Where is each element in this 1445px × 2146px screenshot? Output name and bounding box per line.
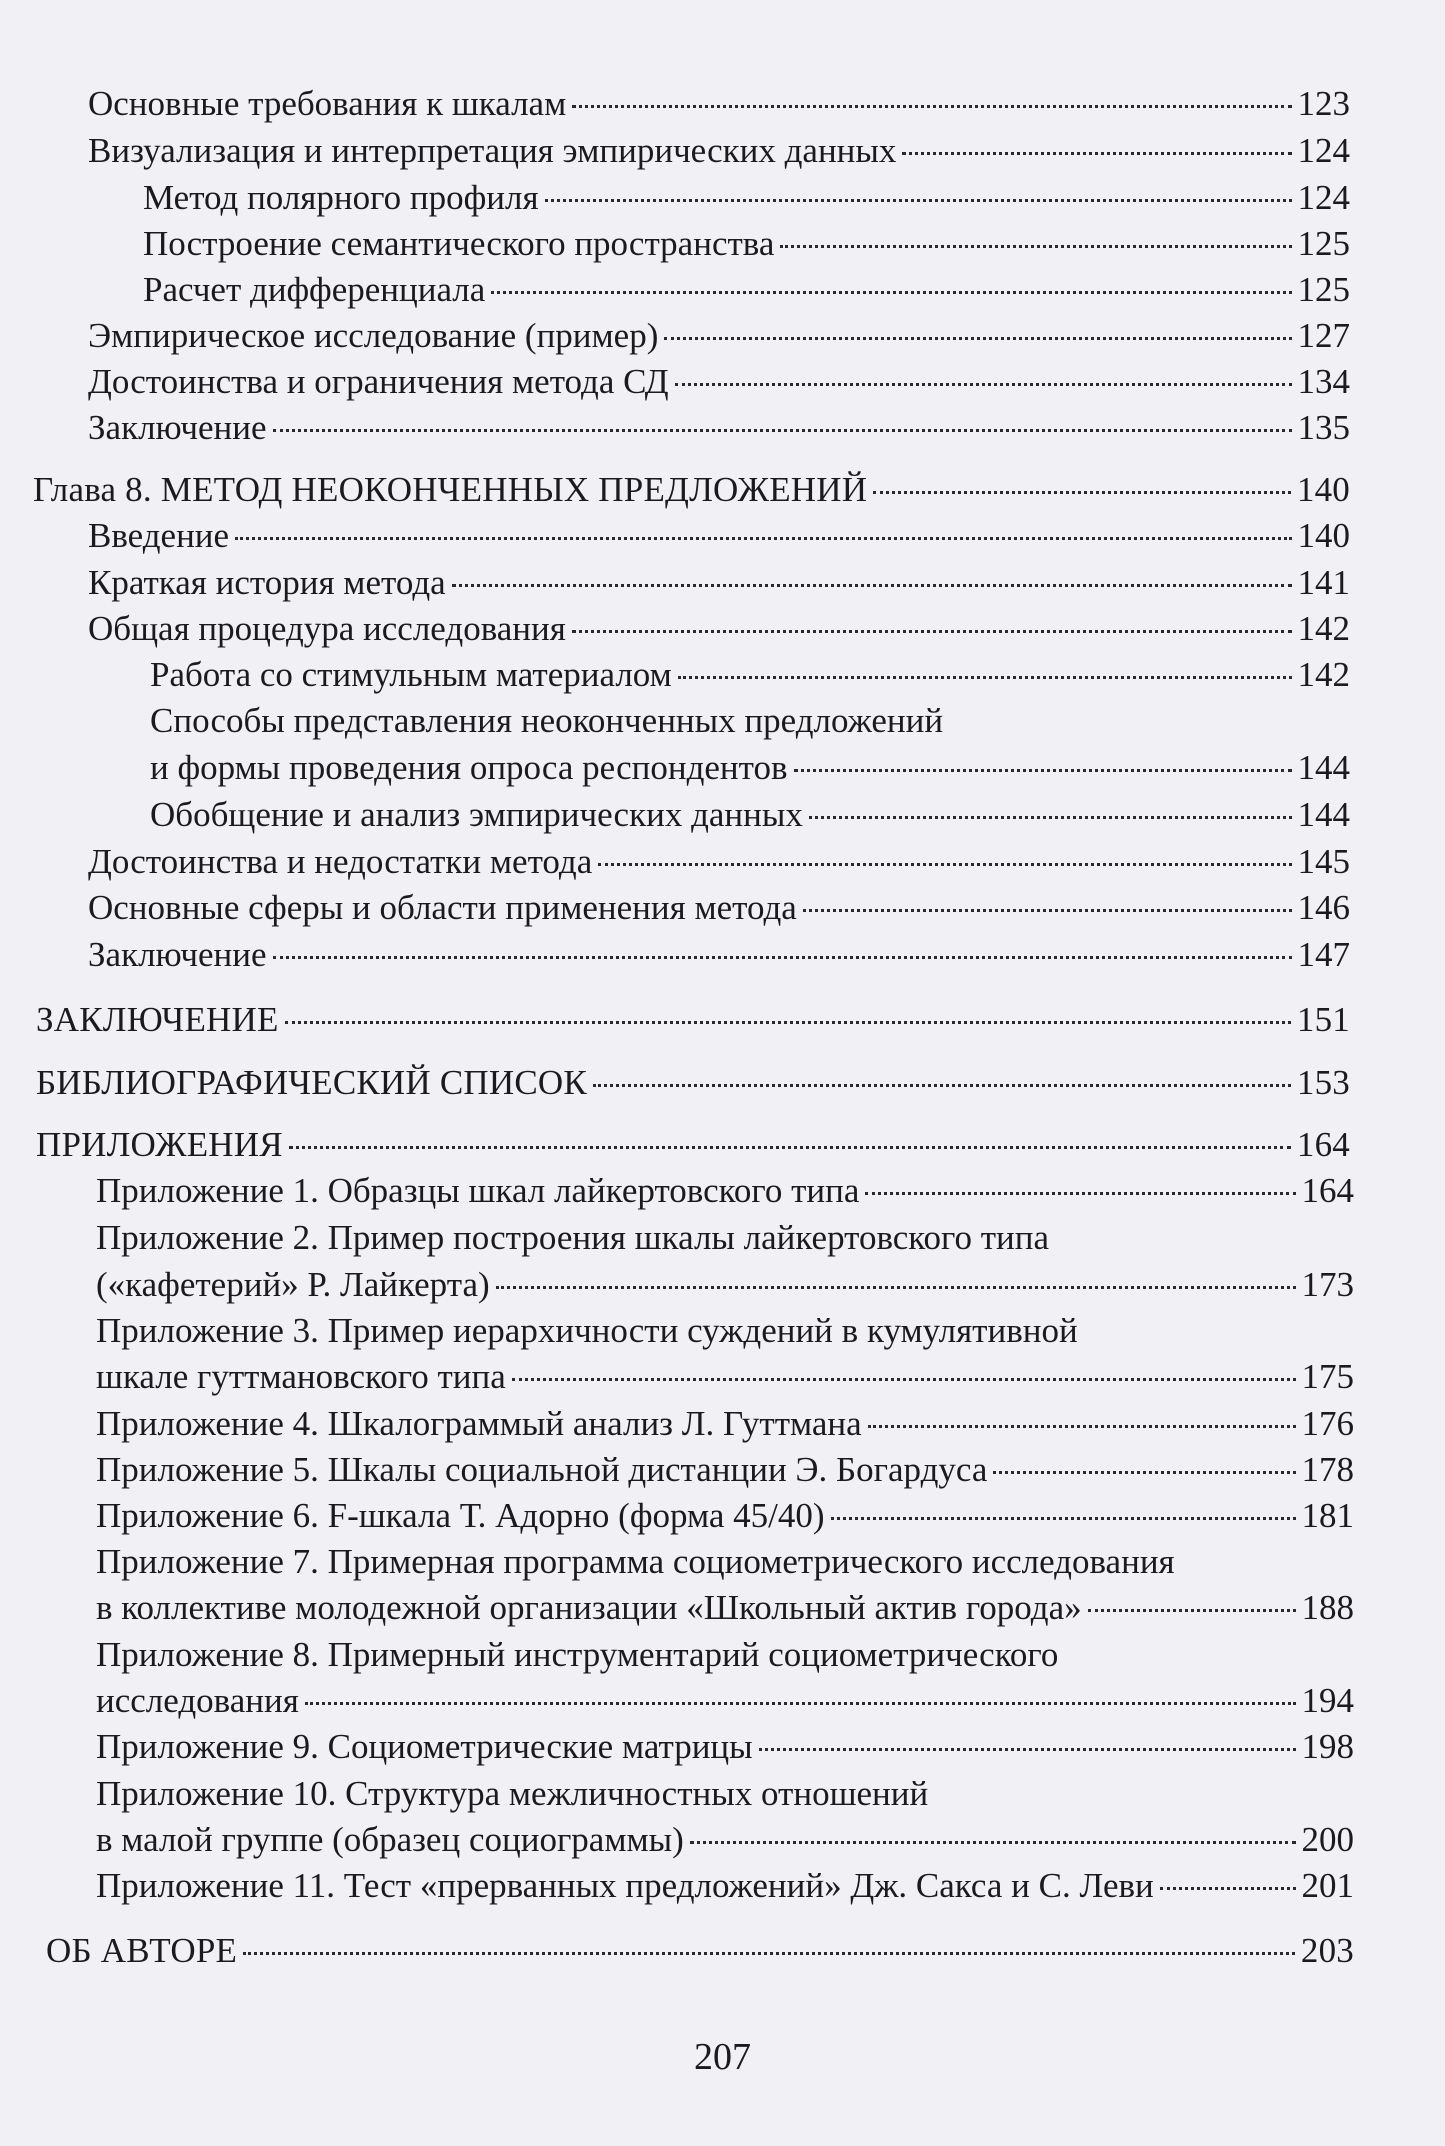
toc-entry: [150, 795, 1350, 835]
toc-entry-page: 200: [1301, 1820, 1354, 1859]
toc-entry: [88, 316, 1350, 356]
dot-leader: [289, 1146, 1291, 1149]
toc-entry: [150, 748, 1350, 788]
toc-entry: [88, 609, 1350, 649]
toc-entry-title: Построение семантического пространства: [143, 224, 775, 263]
toc-entry: [143, 224, 1350, 264]
toc-entry-page: 125: [1297, 270, 1350, 309]
toc-entry: [96, 1404, 1354, 1444]
toc-entry-title: Расчет дифференциала: [143, 270, 486, 309]
toc-entry-title: Способы представления неоконченных предложений: [150, 701, 944, 740]
toc-entry: [96, 1820, 1354, 1860]
toc-entry: [96, 1866, 1354, 1906]
toc-entry-title: Достоинства и недостатки метода: [88, 842, 593, 881]
toc-entry-page: 144: [1297, 748, 1350, 787]
toc-entry-page: 203: [1300, 1931, 1354, 1970]
dot-leader: [496, 1286, 1296, 1289]
dot-leader: [809, 816, 1292, 819]
dot-leader: [678, 676, 1292, 679]
toc-entry-line1: [150, 701, 1350, 741]
toc-entry: [88, 408, 1350, 448]
toc-entry: [96, 1727, 1354, 1767]
toc-entry-title: Основные требования к шкалам: [88, 84, 567, 123]
toc-entry-page: 141: [1297, 563, 1350, 602]
toc-entry-line1: [96, 1311, 1354, 1351]
toc-entry-title-cont: шкале гуттмановского типа: [96, 1357, 506, 1396]
toc-entry-page: 188: [1301, 1588, 1354, 1627]
toc-entry-title: Обобщение и анализ эмпирических данных: [150, 795, 803, 834]
toc-entry: [88, 84, 1350, 124]
toc-entry-page: 151: [1296, 1000, 1350, 1039]
toc-entry-title: ОБ АВТОРЕ: [46, 1931, 238, 1970]
toc-entry-title-cont: и формы проведения опроса респондентов: [150, 748, 788, 787]
toc-entry-title: ЗАКЛЮЧЕНИЕ: [36, 1000, 279, 1039]
toc-section-entry: [36, 1125, 1350, 1165]
toc-entry-page: 134: [1297, 362, 1350, 401]
toc-entry: [88, 842, 1350, 882]
toc-entry-title: Краткая история метода: [88, 563, 446, 602]
toc-entry-page: 164: [1296, 1125, 1350, 1164]
dot-leader: [273, 429, 1292, 432]
toc-entry-title: Приложение 3. Пример иерархичности суждений в кумулятивной: [96, 1311, 1078, 1350]
toc-entry-page: 194: [1301, 1681, 1354, 1720]
dot-leader: [598, 863, 1291, 866]
toc-entry-title: БИБЛИОГРАФИЧЕСКИЙ СПИСОК: [36, 1063, 587, 1102]
toc-section-entry: [36, 1063, 1350, 1103]
toc-entry-page: 153: [1296, 1063, 1350, 1102]
toc-entry-title: Визуализация и интерпретация эмпирических данных: [88, 131, 897, 170]
toc-entry-page: 146: [1297, 888, 1350, 927]
toc-entry-title: Работа со стимульным материалом: [150, 655, 672, 694]
dot-leader: [831, 1517, 1296, 1520]
toc-entry-page: 123: [1297, 84, 1350, 123]
toc-entry-title: ПРИЛОЖЕНИЯ: [36, 1125, 283, 1164]
toc-entry: [143, 270, 1350, 310]
dot-leader: [1160, 1887, 1296, 1890]
toc-entry: [88, 935, 1350, 975]
dot-leader: [235, 537, 1291, 540]
toc-entry-page: 140: [1296, 470, 1350, 509]
toc-section-entry: [46, 1931, 1354, 1971]
toc-entry-page: 144: [1297, 795, 1350, 834]
dot-leader: [285, 1021, 1291, 1024]
toc-chapter-entry: [33, 470, 1350, 510]
toc-entry-title: Приложение 2. Пример построения шкалы лайкертовского типа: [96, 1218, 1050, 1257]
toc-entry-page: 175: [1301, 1357, 1354, 1396]
dot-leader: [794, 769, 1292, 772]
dot-leader: [305, 1702, 1296, 1705]
toc-entry-title: Эмпирическое исследование (пример): [88, 316, 659, 355]
toc-entry-title: Приложение 10. Структура межличностных отношений: [96, 1774, 929, 1813]
toc-entry: [88, 563, 1350, 603]
toc-entry-page: 147: [1297, 935, 1350, 974]
toc-entry-title-cont: («кафетерий» Р. Лайкерта): [96, 1265, 490, 1304]
toc-entry-page: 181: [1301, 1496, 1354, 1535]
dot-leader: [512, 1378, 1296, 1381]
dot-leader: [491, 291, 1291, 294]
dot-leader: [993, 1471, 1295, 1474]
toc-entry-title: Заключение: [88, 935, 267, 974]
toc-entry-line1: [96, 1218, 1354, 1258]
dot-leader: [572, 105, 1291, 108]
toc-entry-page: 135: [1297, 408, 1350, 447]
toc-entry-title: Введение: [88, 516, 230, 555]
dot-leader: [759, 1748, 1296, 1751]
toc-entry-title-cont: в коллективе молодежной организации «Школьный актив города»: [96, 1588, 1082, 1627]
toc-entry-title: Приложение 6. F-шкала Т. Адорно (форма 45/40): [96, 1496, 825, 1535]
dot-leader: [243, 1952, 1295, 1955]
toc-entry-title-cont: исследования: [96, 1681, 299, 1720]
toc-section-entry: [36, 1000, 1350, 1040]
toc-entry: [88, 516, 1350, 556]
toc-entry-page: 124: [1297, 178, 1350, 217]
toc-entry: [88, 131, 1350, 171]
dot-leader: [452, 584, 1292, 587]
toc-entry-title: Приложение 7. Примерная программа социометрического исследования: [96, 1542, 1175, 1581]
toc-entry: [150, 655, 1350, 695]
dot-leader: [273, 956, 1292, 959]
toc-entry-page: 176: [1301, 1404, 1354, 1443]
toc-entry-title: Основные сферы и области применения метода: [88, 888, 797, 927]
toc-entry: [88, 362, 1350, 402]
toc-entry-page: 142: [1297, 655, 1350, 694]
toc-entry-title: Приложение 4. Шкалограммый анализ Л. Гуттмана: [96, 1404, 862, 1443]
toc-entry-page: 145: [1297, 842, 1350, 881]
toc-entry-line1: [96, 1774, 1354, 1814]
toc-entry: [96, 1171, 1354, 1211]
dot-leader: [780, 245, 1291, 248]
toc-entry: [143, 178, 1350, 218]
dot-leader: [572, 630, 1292, 633]
dot-leader: [545, 199, 1292, 202]
toc-entry-page: 140: [1297, 516, 1350, 555]
toc-entry-title-cont: в малой группе (образец социограммы): [96, 1820, 684, 1859]
toc-entry-page: 125: [1297, 224, 1350, 263]
toc-entry-page: 198: [1301, 1727, 1354, 1766]
toc-entry-title: Метод полярного профиля: [143, 178, 539, 217]
toc-entry: [96, 1588, 1354, 1628]
toc-entry: [96, 1681, 1354, 1721]
toc-entry-title: Приложение 11. Тест «прерванных предложений» Дж. Сакса и С. Леви: [96, 1866, 1154, 1905]
toc-entry-title: Глава 8. МЕТОД НЕОКОНЧЕННЫХ ПРЕДЛОЖЕНИЙ: [33, 470, 868, 509]
toc-entry-page: 164: [1301, 1171, 1354, 1210]
dot-leader: [902, 152, 1291, 155]
toc-entry: [96, 1357, 1354, 1397]
toc-entry-title: Общая процедура исследования: [88, 609, 566, 648]
toc-entry-line1: [96, 1542, 1354, 1582]
toc-entry-page: 173: [1301, 1265, 1354, 1304]
toc-entry: [96, 1496, 1354, 1536]
toc-entry-title: Достоинства и ограничения метода СД: [88, 362, 669, 401]
dot-leader: [675, 383, 1292, 386]
toc-entry-title: Приложение 1. Образцы шкал лайкертовского типа: [96, 1171, 860, 1210]
toc-entry: [96, 1265, 1354, 1305]
dot-leader: [868, 1425, 1296, 1428]
toc-entry-title: Приложение 5. Шкалы социальной дистанции Э. Богардуса: [96, 1450, 988, 1489]
toc-entry-page: 127: [1297, 316, 1350, 355]
toc-entry-line1: [96, 1635, 1354, 1675]
toc-entry-page: 142: [1297, 609, 1350, 648]
dot-leader: [873, 491, 1291, 494]
dot-leader: [865, 1192, 1295, 1195]
page-number: 207: [694, 2036, 751, 2078]
dot-leader: [1088, 1609, 1296, 1612]
dot-leader: [664, 337, 1291, 340]
toc-entry: [88, 888, 1350, 928]
dot-leader: [690, 1841, 1296, 1844]
toc-entry-title: Приложение 9. Социометрические матрицы: [96, 1727, 753, 1766]
toc-entry-title: Заключение: [88, 408, 267, 447]
toc-entry-page: 201: [1301, 1866, 1354, 1905]
dot-leader: [803, 909, 1292, 912]
toc-entry-page: 124: [1297, 131, 1350, 170]
toc-entry-page: 178: [1301, 1450, 1354, 1489]
dot-leader: [593, 1084, 1291, 1087]
toc-entry-title: Приложение 8. Примерный инструментарий социометрического: [96, 1635, 1059, 1674]
toc-entry: [96, 1450, 1354, 1490]
